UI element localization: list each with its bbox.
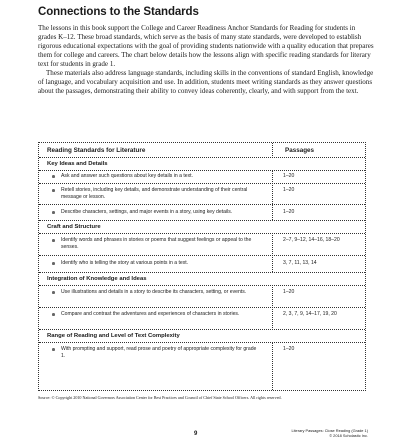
standard-text: Identify who is telling the story at various points in a text.: [61, 260, 189, 266]
intro-text: [38, 24, 374, 96]
source-note: Source: © Copyright 2010 National Governors Association Center for Best Practices and Council of Chief State School Officers. All rights reserved.: [38, 395, 282, 400]
standard-text: Use illustrations and details in a story to describe its characters, setting, or events.: [61, 289, 247, 295]
table-row: [39, 308, 365, 330]
header-standards: Reading Standards for Literature: [47, 147, 146, 154]
table-row: [39, 256, 365, 273]
intro-paragraph-2: These materials also address language standards, including skills in the conventions of standard English, knowledge of language, and vocabulary acquisition and use. In addition, students meet writing standards as they answer questions about the passages, demonstrating their ability to convey ideas coherently, clearly, and with support from the text.: [38, 69, 374, 95]
intro-paragraph-1: The lessons in this book support the College and Career Readiness Anchor Standards for Reading for students in grades K–12. These broad standards, which serve as the basis of many state standards, were developed to establish rigorous educational expectations with the goal of providing students nationwide with a quality education that prepares them for college and careers. The chart below details how the lessons align with specific reading standards for literary text for students in grade 1.: [38, 24, 374, 68]
section-heading-craft-structure: Craft and Structure: [39, 221, 365, 234]
section-heading-integration: Integration of Knowledge and Ideas: [39, 273, 365, 286]
standard-text: Ask and answer such questions about key details in a text.: [61, 173, 193, 179]
standard-text: Compare and contrast the adventures and experiences of characters in stories.: [61, 311, 240, 317]
passages-value: 2–7, 9–12, 14–16, 18–20: [283, 237, 340, 243]
standards-table: [38, 142, 366, 391]
section-heading-key-ideas: Key Ideas and Details: [39, 158, 365, 171]
standard-text: Retell stories, including key details, and demonstrate understanding of their central message or lesson.: [61, 187, 248, 200]
bullet-icon: [52, 211, 55, 214]
passages-value: 1–20: [283, 173, 295, 179]
page-title: Connections to the Standards: [38, 6, 199, 18]
footer-credit: [291, 428, 368, 438]
passages-value: 1–20: [283, 346, 295, 352]
bullet-icon: [52, 348, 55, 351]
standard-text: Identify words and phrases in stories or poems that suggest feelings or appeal to the senses.: [61, 237, 252, 250]
table-row: [39, 343, 365, 365]
table-row: [39, 184, 365, 205]
bullet-icon: [52, 313, 55, 316]
table-row: [39, 171, 365, 184]
bullet-icon: [52, 262, 55, 265]
passages-value: 1–20: [283, 187, 295, 193]
section-heading-range: Range of Reading and Level of Text Complexity: [39, 330, 365, 343]
table-header: [39, 143, 365, 158]
footer-book-title: Literary Passages: Close Reading (Grade 1): [291, 428, 368, 433]
bullet-icon: [52, 291, 55, 294]
standard-text: Describe characters, settings, and major events in a story, using key details.: [61, 209, 233, 215]
footer-copyright: © 2018 Scholastic Inc.: [329, 433, 368, 438]
passages-value: 2, 3, 7, 9, 14–17, 19, 20: [283, 311, 337, 317]
table-row: [39, 205, 365, 221]
passages-value: 1–20: [283, 289, 295, 295]
table-row: [39, 286, 365, 308]
passages-value: 3, 7, 11, 13, 14: [283, 260, 317, 266]
header-passages: Passages: [285, 147, 315, 154]
bullet-icon: [52, 239, 55, 242]
passages-value: 1–20: [283, 209, 295, 215]
table-row: [39, 234, 365, 256]
bullet-icon: [52, 189, 55, 192]
standard-text: With prompting and support, read prose and poetry of appropriate complexity for grade 1.: [61, 346, 257, 359]
bullet-icon: [52, 175, 55, 178]
page-number: 9: [194, 431, 198, 437]
